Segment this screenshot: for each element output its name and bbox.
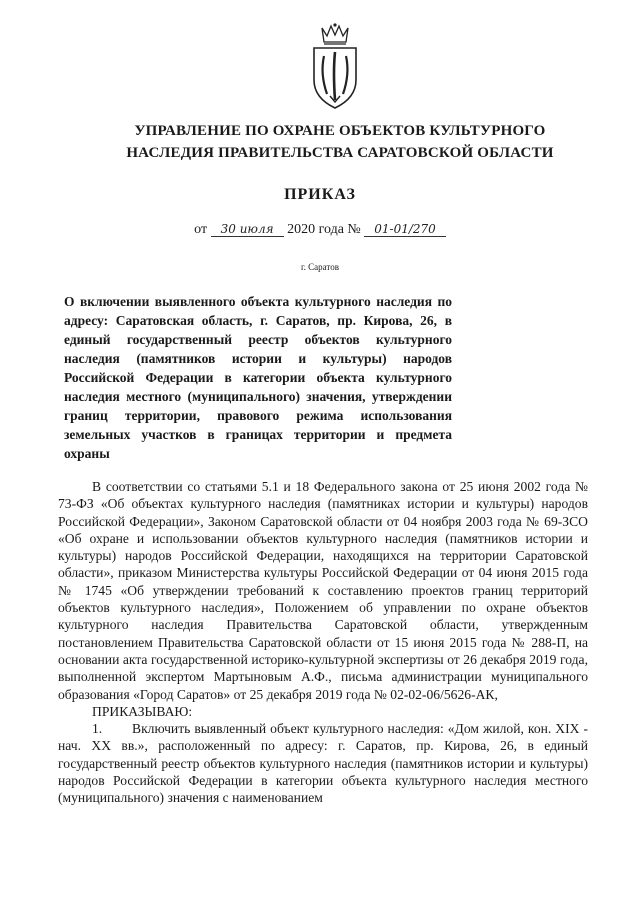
order-subject: О включении выявленного объекта культурного наследия по адресу: Саратовская область, г. Саратов, пр. Кирова, 26, в единый государственный реестр объектов культурного наследия (памятников истории и культуры) народов Российской Федерации в категории объекта культурного наследия местного (муниципального) значения, утверждении границ территории, правового режима использования земельных участков в границах территории и предмета охраны [64, 294, 452, 461]
item-number: 1. [92, 721, 103, 737]
date-prefix: от [194, 222, 208, 237]
handwritten-number: 01-01/270 [364, 222, 446, 237]
department-line-1: УПРАВЛЕНИЕ ПО ОХРАНЕ ОБЪЕКТОВ КУЛЬТУРНОГО [134, 123, 546, 139]
order-word: ПРИКАЗЫВАЮ: [92, 703, 193, 719]
order-body [58, 478, 588, 807]
saratov-coat-of-arms-icon [300, 22, 370, 112]
date-year: 2020 года № [287, 222, 361, 237]
department-line-2: НАСЛЕДИЯ ПРАВИТЕЛЬСТВА САРАТОВСКОЙ ОБЛАСТИ [126, 145, 554, 161]
department-heading [60, 120, 620, 164]
document-title: ПРИКАЗ [284, 186, 356, 203]
city-label: г. Саратов [301, 262, 339, 272]
date-number-line [0, 222, 640, 238]
preamble-paragraph: В соответствии со статьями 5.1 и 18 Федерального закона от 25 июня 2002 года № 73-ФЗ «Об объектах культурного наследия (памятниках истории и культуры) народов Российской Федерации», Законом Саратовской области от 04 ноября 2003 года № 69-ЗСО «Об охране и использовании объектов культурного наследия (памятников истории и культуры) народов Российской Федерации, находящихся на территории Саратовской области», приказом Министерства культуры Российской Федерации от 04 июня 2015 года № 1745 «Об утверждении требований к составлению проектов границ территорий объектов культурного наследия», Положением об управлении по охране объектов культурного наследия Правительства Саратовской области, утвержденным постановлением Правительства Саратовской области от 15 июня 2015 года № 288-П, на основании акта государственной историко-культурной экспертизы от 26 декабря 2019 года, выполненной экспертом Мартыновым А.Ф., письма администрации муниципального образования «Город Саратов» от 25 декабря 2019 года № 02-02-06/5626-АК, [58, 479, 588, 702]
handwritten-date: 30 июля [211, 222, 284, 237]
order-item-1 [58, 720, 588, 806]
item-text: Включить выявленный объект культурного наследия: «Дом жилой, кон. XIX - нач. XX вв.», расположенный по адресу: г. Саратов, пр. Кирова, 26, в единый государственный реестр объектов культурного наследия (памятников истории и культуры) народов Российской Федерации в категории объекта культурного наследия местного (муниципального) значения с наименованием [58, 721, 588, 806]
